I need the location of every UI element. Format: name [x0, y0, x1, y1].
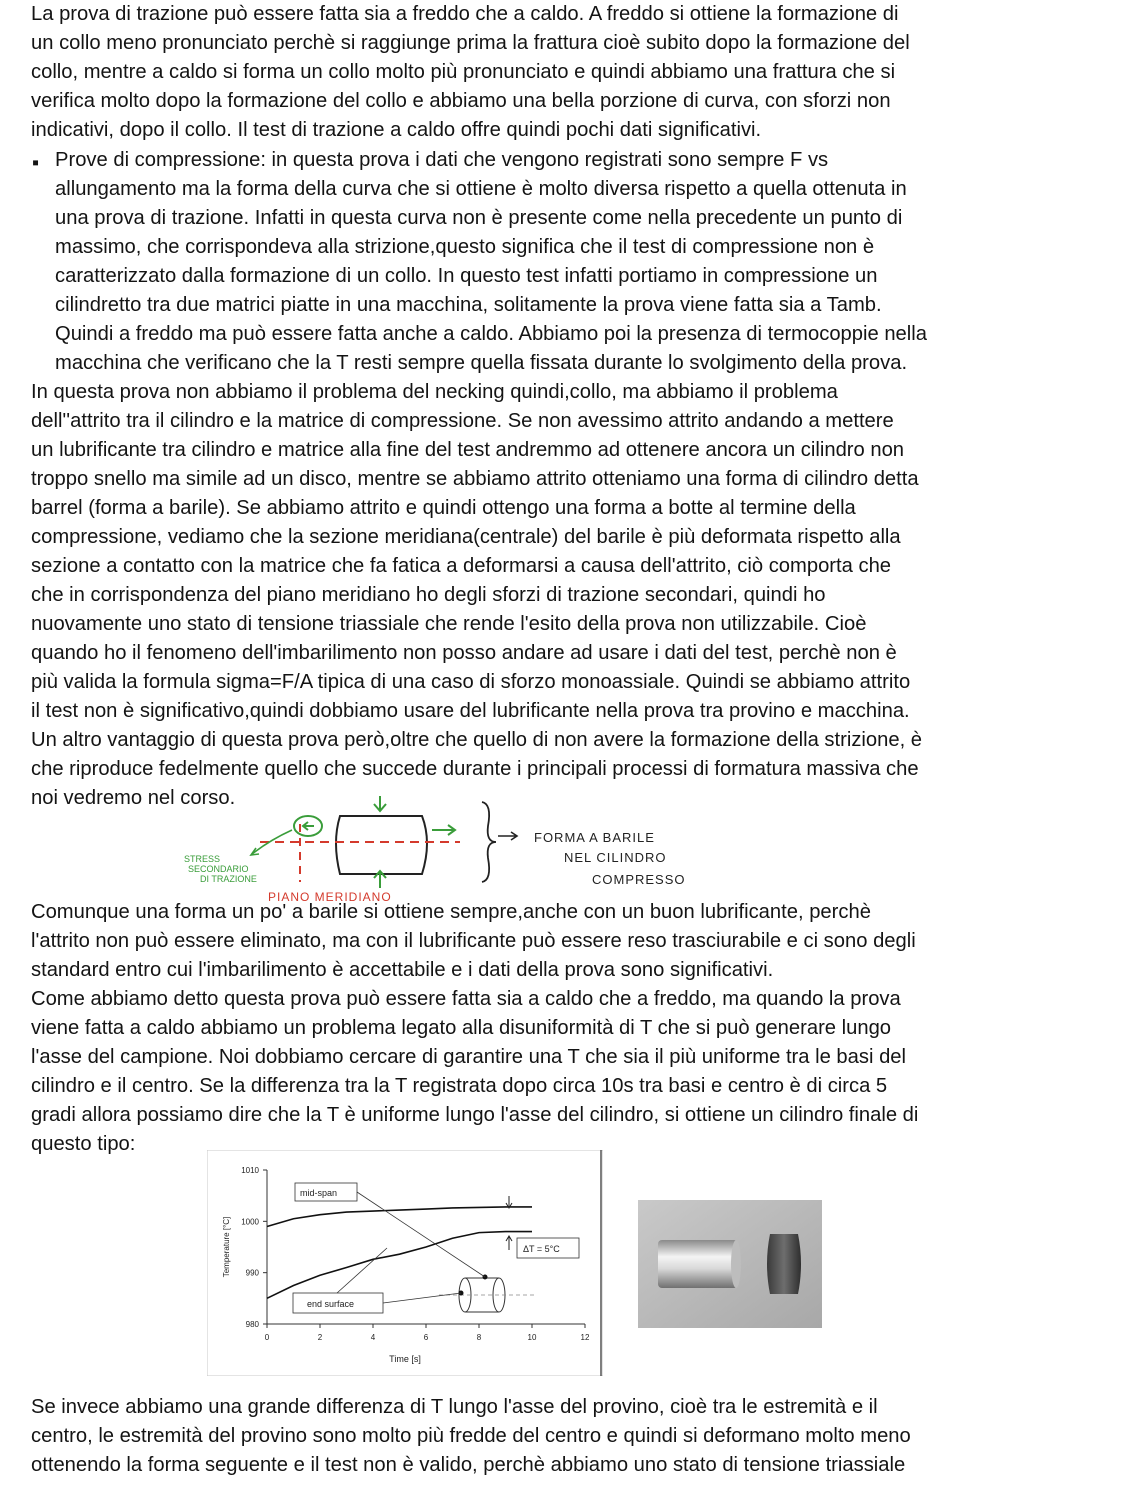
legend-label-end-surface: end surface	[307, 1299, 355, 1309]
text-line: standard entro cui l'imbarilimento è accettabile e i dati della prova sono significativi.	[31, 959, 774, 981]
barrel-sketch	[170, 796, 730, 911]
x-tick-label: 8	[476, 1333, 482, 1342]
text-line: In questa prova non abbiamo il problema del necking quindi,collo, ma abbiamo il problema	[31, 381, 838, 403]
bullet-marker: ▪	[32, 152, 40, 174]
bullet-text-line: caratterizzato dalla formazione di un collo. In questo test infatti portiamo in compressione un	[55, 265, 878, 287]
x-tick-label: 6	[423, 1333, 429, 1342]
text-line: indicativi, dopo il collo. Il test di trazione a caldo offre quindi pochi dati significativi.	[31, 119, 762, 141]
x-tick-label: 10	[527, 1333, 537, 1342]
text-line: il test non è significativo,quindi dobbiamo usare del lubrificante nella prova tra provino e macchina.	[31, 700, 910, 722]
bullet-text-line: Quindi a freddo ma può essere fatta anche a caldo. Abbiamo poi la presenza di termocoppie nella	[55, 323, 927, 345]
text-line: un lubrificante tra cilindro e matrice alla fine del test andremmo ad ottenere ancora un cilindro non	[31, 439, 905, 461]
bullet-text-line: una prova di trazione. Infatti in questa curva non è presente come nella precedente un punto di	[55, 207, 903, 229]
text-line: collo, mentre a caldo si forma un collo molto più pronunciato e quindi abbiamo una frattura che si	[31, 61, 896, 83]
barrel-outline	[336, 816, 427, 874]
text-line: dell''attrito tra il cilindro e la matrice di compressione. Se non avessimo attrito andando a mettere	[31, 410, 894, 432]
uncompressed-cylinder	[658, 1240, 738, 1288]
text-line: ottenendo la forma seguente e il test non è valido, perchè abbiamo uno stato di tensione triassiale	[31, 1454, 906, 1476]
specimen-photo	[638, 1200, 822, 1328]
brace	[482, 802, 496, 882]
stress-label: DI TRAZIONE	[200, 874, 257, 884]
text-line: un collo meno pronunciato perchè si raggiunge prima la frattura cioè subito dopo la formazione del	[31, 32, 910, 54]
x-tick-label: 12	[580, 1333, 590, 1342]
text-line: questo tipo:	[31, 1133, 136, 1155]
text-line: quando ho il fenomeno dell'imbarilimento non posso andare ad usare i dati del test, perchè non è	[31, 642, 897, 664]
y-tick-label: 980	[245, 1320, 259, 1329]
text-line: La prova di trazione può essere fatta sia a freddo che a caldo. A freddo si ottiene la formazione di	[31, 3, 899, 25]
x-tick-label: 4	[370, 1333, 376, 1342]
delta-t-label: ΔT = 5°C	[523, 1244, 560, 1254]
text-line: Comunque una forma un po' a barile si ottiene sempre,anche con un buon lubrificante, perchè	[31, 901, 871, 923]
bullet-text-line: allungamento ma la forma della curva che si ottiene è molto diversa rispetto a quella ottenuta in	[55, 178, 907, 200]
chart-frame	[207, 1150, 603, 1376]
text-line: nuovamente uno stato di tensione triassiale che rende l'esito della prova non utilizzabile. Cioè	[31, 613, 867, 635]
text-line: compressione, vediamo che la sezione meridiana(centrale) del barile è più deformata rispetto alla	[31, 526, 901, 548]
meridian-plane-label: PIANO MERIDIANO	[268, 890, 392, 904]
text-line: l'asse del campione. Noi dobbiamo cercare di garantire una T che sia il più uniforme tra le basi del	[31, 1046, 907, 1068]
text-line: Come abbiamo detto questa prova può essere fatta sia a caldo che a freddo, ma quando la prova	[31, 988, 901, 1010]
temperature-chart	[207, 1150, 603, 1376]
compression-arrow-icon	[374, 796, 386, 811]
cylinder-face	[731, 1240, 741, 1288]
stress-label: SECONDARIO	[188, 864, 249, 874]
text-line: l'attrito non può essere eliminato, ma con il lubrificante può essere reso trasciurabile e ci sono degli	[31, 930, 916, 952]
y-tick-label: 990	[245, 1268, 259, 1278]
legend-label-mid-span: mid-span	[300, 1188, 338, 1198]
text-line: centro, le estremità del provino sono molto più fredde del centro e quindi si deformano molto meno	[31, 1425, 911, 1447]
text-line: barrel (forma a barile). Se abbiamo attrito e quindi ottengo una forma a botte al termine della	[31, 497, 856, 519]
text-line: che riproduce fedelmente quello che succede durante i principali processi di formatura massiva che	[31, 758, 919, 780]
text-line: troppo snello ma simile ad un disco, mentre se abbiamo attrito otteniamo una forma di cilindro detta	[31, 468, 919, 490]
text-line: cilindro e il centro. Se la differenza tra la T registrata dopo circa 10s tra basi e centro è di circa 5	[31, 1075, 888, 1097]
result-arrow-icon	[498, 832, 517, 840]
result-label: FORMA A BARILE	[534, 830, 655, 845]
text-line: sezione a contatto con la matrice che fa fatica a deformarsi a causa dell'attrito, ciò comporta che	[31, 555, 892, 577]
x-axis-label: Time [s]	[389, 1354, 421, 1364]
y-tick-label: 1010	[241, 1166, 259, 1175]
barreled-cylinder	[767, 1234, 801, 1294]
pointer-line	[252, 830, 292, 854]
bullet-text-line: Prove di compressione: in questa prova i dati che vengono registrati sono sempre F vs	[55, 149, 829, 171]
text-line: che in corrispondenza del piano meridiano ho degli sforzi di trazione secondari, quindi ho	[31, 584, 826, 606]
bullet-text-line: macchina che verificano che la T resti sempre quella fissata durante lo svolgimento della prova.	[55, 352, 908, 374]
bullet-text-line: massimo, che corrispondeva alla strizione,questo significa che il test di compressione non è	[55, 236, 875, 258]
text-line: viene fatta a caldo abbiamo un problema legato alla disuniformità di T che si può generare lungo	[31, 1017, 892, 1039]
tension-arrow-icon	[303, 822, 314, 830]
result-label: NEL CILINDRO	[564, 850, 667, 865]
bullet-text-line: cilindretto tra due matrici piatte in una macchina, solitamente la prova viene fatta sia a Tamb.	[55, 294, 882, 316]
text-line: Un altro vantaggio di questa prova però,oltre che quello di non avere la formazione della strizione, è	[31, 729, 923, 751]
text-line: gradi allora possiamo dire che la T è uniforme lungo l'asse del cilindro, si ottiene un cilindro finale di	[31, 1104, 919, 1126]
stress-label: STRESS	[184, 854, 221, 864]
x-tick-label: 0	[264, 1333, 270, 1342]
y-axis-label: Temperature [°C]	[222, 1216, 231, 1278]
y-tick-label: 1000	[241, 1217, 259, 1227]
text-line: noi vedremo nel corso.	[31, 787, 236, 809]
result-label: COMPRESSO	[592, 872, 686, 887]
text-line: più valida la formula sigma=F/A tipica di una caso di sforzo monoassiale. Quindi se abbiamo attrito	[31, 671, 911, 693]
text-line: verifica molto dopo la formazione del collo e abbiamo una bella porzione di curva, con sforzi non	[31, 90, 891, 112]
tension-arrow-icon	[432, 825, 455, 835]
text-line: Se invece abbiamo una grande differenza di T lungo l'asse del provino, cioè tra le estremità e il	[31, 1396, 878, 1418]
x-tick-label: 2	[317, 1333, 323, 1342]
